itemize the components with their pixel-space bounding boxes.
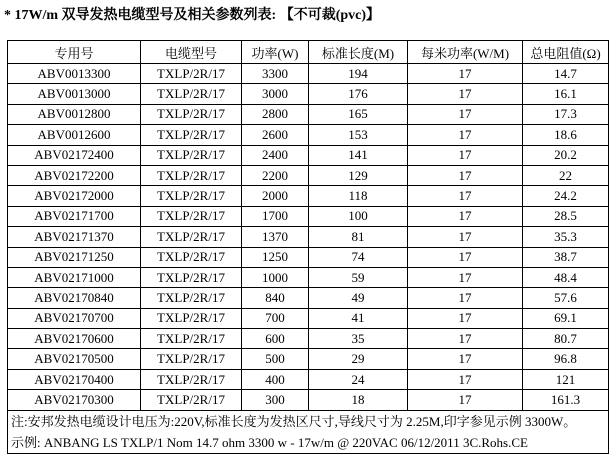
table-cell: ABV02172400	[8, 145, 141, 165]
table-cell: 17	[408, 84, 523, 104]
table-cell: 1000	[242, 267, 309, 287]
table-cell: 17	[408, 227, 523, 247]
table-row	[8, 308, 609, 328]
table-row	[8, 349, 609, 369]
table-cell: 16.1	[523, 84, 609, 104]
table-cell: TXLP/2R/17	[141, 125, 242, 145]
table-cell: 35	[309, 329, 408, 349]
table-cell: 500	[242, 349, 309, 369]
table-cell: ABV0012600	[8, 125, 141, 145]
note-line-example: 示例: ANBANG LS TXLP/1 Nom 14.7 ohm 3300 w - 17w/m @ 220VAC 06/12/2011 3C.Rohs.CE	[11, 434, 528, 450]
table-cell: 17	[408, 206, 523, 226]
table-cell: 400	[242, 369, 309, 389]
table-cell: 35.3	[523, 227, 609, 247]
table-cell: TXLP/2R/17	[141, 349, 242, 369]
table-cell: ABV02170700	[8, 308, 141, 328]
table-cell: 300	[242, 390, 309, 410]
table-row	[8, 104, 609, 124]
table-row	[8, 145, 609, 165]
table-cell: 17	[408, 165, 523, 185]
table-cell: TXLP/2R/17	[141, 104, 242, 124]
table-cell: 48.4	[523, 267, 609, 287]
table-cell: 14.7	[523, 64, 609, 84]
table-cell: TXLP/2R/17	[141, 247, 242, 267]
table-cell: 17	[408, 349, 523, 369]
table-cell: 28.5	[523, 206, 609, 226]
table-cell: 69.1	[523, 308, 609, 328]
table-cell: 165	[309, 104, 408, 124]
table-cell: 1370	[242, 227, 309, 247]
table-cell: TXLP/2R/17	[141, 227, 242, 247]
header-cell-total-resistance: 总电阻值(Ω)	[523, 41, 609, 64]
table-cell: ABV02170300	[8, 390, 141, 410]
table-cell: 840	[242, 288, 309, 308]
header-cell-cable-model: 电缆型号	[141, 41, 242, 64]
table-cell: 17	[408, 308, 523, 328]
table-row	[8, 329, 609, 349]
table-cell: 18	[309, 390, 408, 410]
table-body	[8, 64, 609, 411]
table-cell: ABV02171700	[8, 206, 141, 226]
table-row	[8, 165, 609, 185]
table-cell: 176	[309, 84, 408, 104]
header-cell-special-number: 专用号	[8, 41, 141, 64]
table-cell: 121	[523, 369, 609, 389]
table-cell: 17	[408, 390, 523, 410]
table-cell: 153	[309, 125, 408, 145]
table-cell: 700	[242, 308, 309, 328]
table-cell: 24.2	[523, 186, 609, 206]
table-cell: 74	[309, 247, 408, 267]
table-cell: 17	[408, 247, 523, 267]
table-cell: TXLP/2R/17	[141, 369, 242, 389]
table-cell: TXLP/2R/17	[141, 288, 242, 308]
notes-cell	[8, 410, 609, 453]
table-cell: 49	[309, 288, 408, 308]
table-cell: 17	[408, 288, 523, 308]
table-row	[8, 390, 609, 410]
table-cell: 17	[408, 64, 523, 84]
table-cell: TXLP/2R/17	[141, 186, 242, 206]
table-cell: 24	[309, 369, 408, 389]
table-cell: ABV02170400	[8, 369, 141, 389]
table-cell: 194	[309, 64, 408, 84]
table-row	[8, 369, 609, 389]
table-row	[8, 84, 609, 104]
header-cell-power-per-meter: 每米功率(W/M)	[408, 41, 523, 64]
table-cell: 2200	[242, 165, 309, 185]
table-cell: 161.3	[523, 390, 609, 410]
table-cell: 600	[242, 329, 309, 349]
table-cell: 17	[408, 186, 523, 206]
table-cell: 118	[309, 186, 408, 206]
table-cell: ABV0012800	[8, 104, 141, 124]
table-cell: 2000	[242, 186, 309, 206]
table-cell: 1250	[242, 247, 309, 267]
table-row	[8, 267, 609, 287]
table-cell: 17	[408, 369, 523, 389]
cable-spec-table	[7, 40, 609, 454]
table-cell: 17	[408, 104, 523, 124]
table-cell: 100	[309, 206, 408, 226]
table-cell: TXLP/2R/17	[141, 84, 242, 104]
page-title: * 17W/m 双导发热电缆型号及相关参数列表: 【不可裁(pvc)】	[4, 8, 381, 23]
header-cell-standard-length: 标准长度(M)	[309, 41, 408, 64]
table-cell: ABV02170840	[8, 288, 141, 308]
table-cell: ABV02171250	[8, 247, 141, 267]
table-cell: 96.8	[523, 349, 609, 369]
table-cell: 2600	[242, 125, 309, 145]
table-cell: 3300	[242, 64, 309, 84]
header-row	[8, 41, 609, 64]
table-cell: ABV02172200	[8, 165, 141, 185]
table-row	[8, 186, 609, 206]
table-cell: ABV02170500	[8, 349, 141, 369]
table-cell: 59	[309, 267, 408, 287]
note-line-voltage: 注:安邦发热电缆设计电压为:220V,标准长度为发热区尺寸,导线尺寸为 2.25M,印字参见示例 3300W。	[11, 413, 577, 429]
table-cell: 22	[523, 165, 609, 185]
table-cell: 38.7	[523, 247, 609, 267]
table-cell: 17.3	[523, 104, 609, 124]
table-row	[8, 206, 609, 226]
table-cell: ABV02171000	[8, 267, 141, 287]
table-cell: TXLP/2R/17	[141, 145, 242, 165]
table-row	[8, 247, 609, 267]
table-cell: 17	[408, 267, 523, 287]
table-cell: ABV02172000	[8, 186, 141, 206]
table-cell: 17	[408, 145, 523, 165]
table-cell: 141	[309, 145, 408, 165]
table-cell: 17	[408, 125, 523, 145]
table-cell: TXLP/2R/17	[141, 390, 242, 410]
table-cell: TXLP/2R/17	[141, 308, 242, 328]
table-cell: 81	[309, 227, 408, 247]
table-cell: TXLP/2R/17	[141, 329, 242, 349]
table-cell: 29	[309, 349, 408, 369]
table-cell: 41	[309, 308, 408, 328]
header-cell-power: 功率(W)	[242, 41, 309, 64]
table-cell: 2400	[242, 145, 309, 165]
table-cell: 2800	[242, 104, 309, 124]
table-cell: TXLP/2R/17	[141, 165, 242, 185]
table-cell: 80.7	[523, 329, 609, 349]
notes-row	[8, 410, 609, 453]
table-row	[8, 64, 609, 84]
table-cell: 3000	[242, 84, 309, 104]
table-cell: TXLP/2R/17	[141, 64, 242, 84]
table-cell: TXLP/2R/17	[141, 206, 242, 226]
table-cell: 18.6	[523, 125, 609, 145]
table-cell: 20.2	[523, 145, 609, 165]
table-cell: TXLP/2R/17	[141, 267, 242, 287]
table-cell: 17	[408, 329, 523, 349]
table-cell: 57.6	[523, 288, 609, 308]
table-cell: 129	[309, 165, 408, 185]
table-cell: ABV0013000	[8, 84, 141, 104]
table-cell: 1700	[242, 206, 309, 226]
table-row	[8, 125, 609, 145]
table-row	[8, 227, 609, 247]
table-cell: ABV02170600	[8, 329, 141, 349]
table-row	[8, 288, 609, 308]
table-cell: ABV02171370	[8, 227, 141, 247]
table-cell: ABV0013300	[8, 64, 141, 84]
